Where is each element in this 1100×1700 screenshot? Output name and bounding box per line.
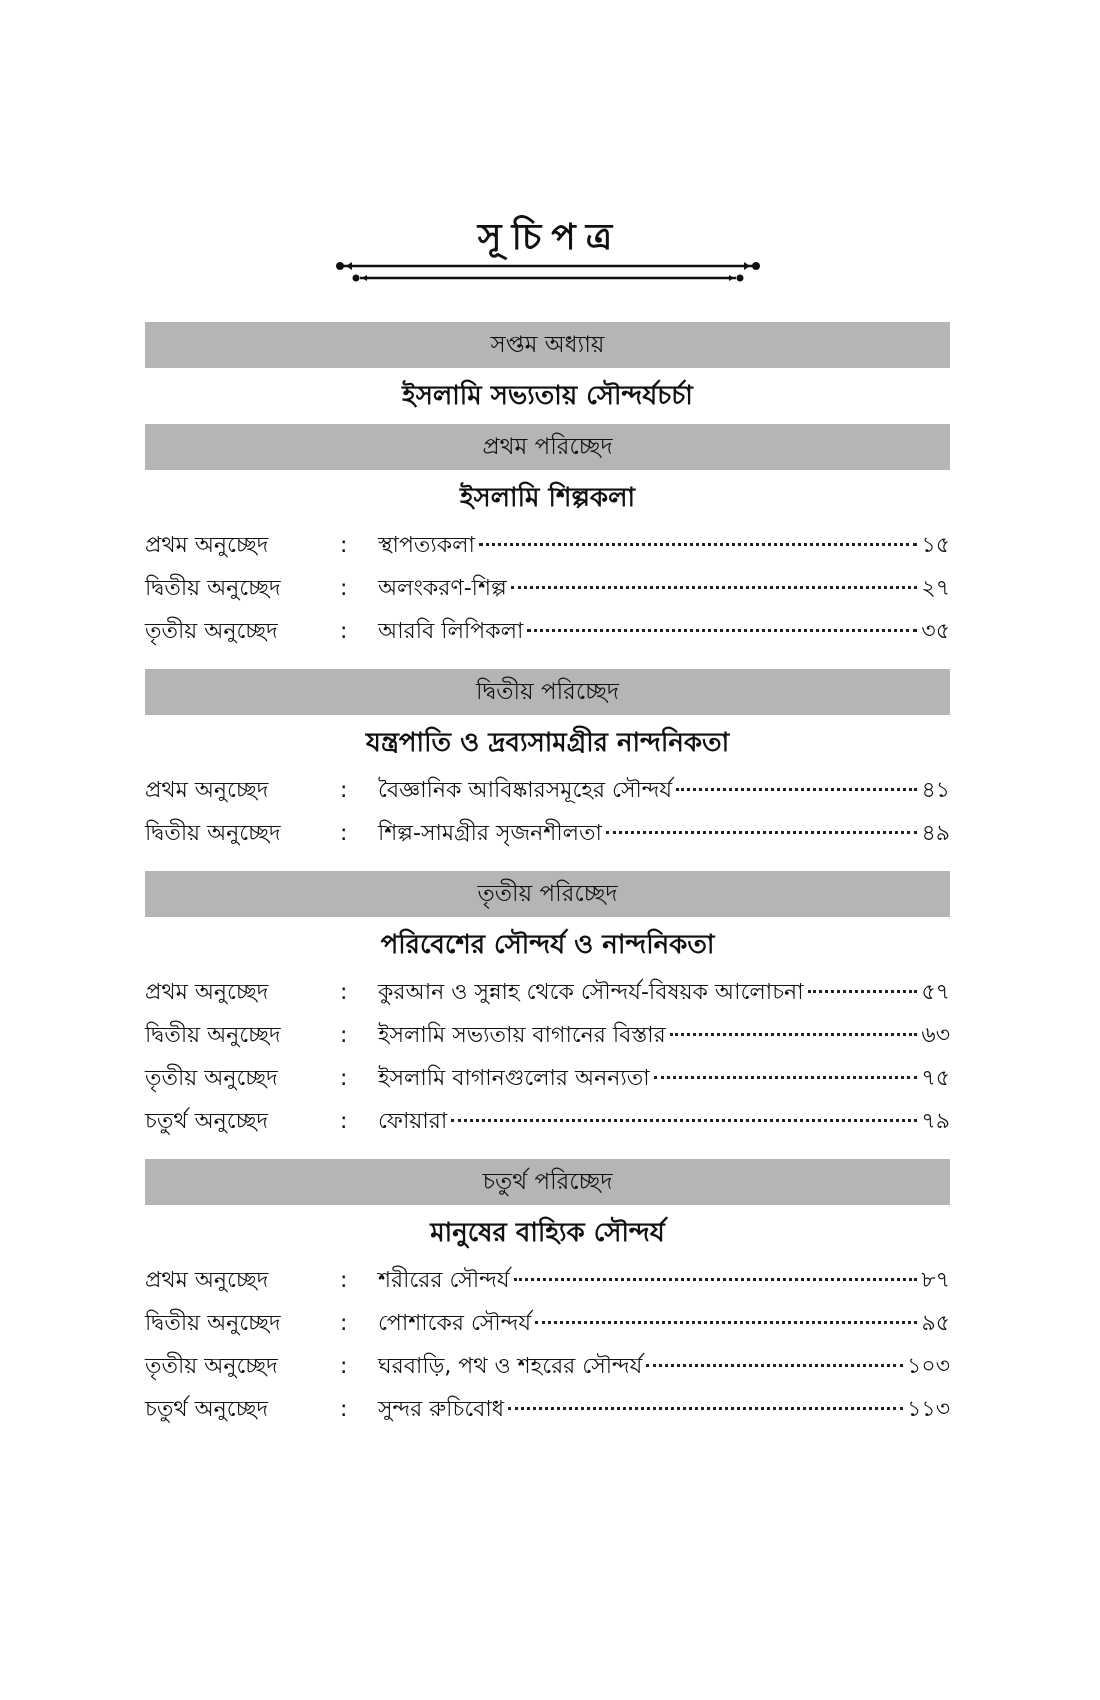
entry-topic: ইসলামি বাগানগুলোর অনন্যতা: [378, 1066, 650, 1091]
entry-label: প্রথম অনুচ্ছেদ: [145, 1268, 269, 1293]
toc-entry[interactable]: [145, 1018, 950, 1061]
entry-page: ৫৭: [921, 980, 950, 1005]
section-heading: মানুষের বাহ্যিক সৌন্দর্য: [430, 1218, 665, 1248]
dot-leader: [527, 629, 917, 632]
dot-leader: [646, 1364, 903, 1367]
section-bar: প্রথম পরিচ্ছেদ: [145, 424, 950, 470]
entry-colon: :: [340, 1109, 348, 1134]
entry-label: দ্বিতীয় অনুচ্ছেদ: [145, 1311, 281, 1336]
section-heading: ইসলামি শিল্পকলা: [459, 483, 636, 513]
dot-leader: [479, 543, 918, 546]
section-heading: যন্ত্রপাতি ও দ্রব্যসামগ্রীর নান্দনিকতা: [365, 728, 730, 758]
entry-label: চতুর্থ অনুচ্ছেদ: [145, 1397, 269, 1422]
entry-page: ৩৫: [921, 619, 950, 644]
entry-label: দ্বিতীয় অনুচ্ছেদ: [145, 821, 281, 846]
entry-topic: ফোয়ারা: [378, 1109, 448, 1134]
entry-colon: :: [340, 778, 348, 803]
dot-leader: [676, 788, 917, 791]
entry-page: ১৫: [921, 533, 950, 558]
toc-entry[interactable]: [145, 1061, 950, 1104]
entry-topic: শরীরের সৌন্দর্য: [378, 1268, 510, 1293]
entry-label: দ্বিতীয় অনুচ্ছেদ: [145, 1023, 281, 1048]
toc-entry[interactable]: [145, 1263, 950, 1306]
entry-topic: অলংকরণ-শিল্প: [378, 576, 507, 601]
entry-colon: :: [340, 1268, 348, 1293]
entry-topic: কুরআন ও সুন্নাহ থেকে সৌন্দর্য-বিষয়ক আলোচনা: [378, 980, 804, 1005]
entry-topic: আরবি লিপিকলা: [378, 619, 524, 644]
entry-topic: শিল্প-সামগ্রীর সৃজনশীলতা: [378, 821, 602, 846]
entry-colon: :: [340, 576, 348, 601]
toc-entry[interactable]: [145, 614, 950, 657]
toc-entry[interactable]: [145, 571, 950, 614]
entry-list: [145, 1263, 950, 1435]
toc-entry[interactable]: [145, 1104, 950, 1147]
dot-leader: [606, 831, 918, 834]
dot-leader: [654, 1076, 918, 1079]
entry-label: প্রথম অনুচ্ছেদ: [145, 778, 269, 803]
toc-content: [145, 322, 950, 1447]
entry-colon: :: [340, 619, 348, 644]
entry-label: তৃতীয় অনুচ্ছেদ: [145, 619, 278, 644]
entry-colon: :: [340, 980, 348, 1005]
toc-entry[interactable]: [145, 1306, 950, 1349]
entry-colon: :: [340, 1066, 348, 1091]
entry-topic: ইসলামি সভ্যতায় বাগানের বিস্তার: [378, 1023, 666, 1048]
entry-page: ৪৯: [921, 821, 950, 846]
entry-topic: বৈজ্ঞানিক আবিষ্কারসমূহের সৌন্দর্য: [378, 778, 673, 803]
entry-colon: :: [340, 1023, 348, 1048]
section-bar: দ্বিতীয় পরিচ্ছেদ: [145, 669, 950, 715]
section-bar: চতুর্থ পরিচ্ছেদ: [145, 1159, 950, 1205]
dot-leader: [514, 1278, 918, 1281]
entry-label: তৃতীয় অনুচ্ছেদ: [145, 1354, 278, 1379]
entry-topic: ঘরবাড়ি, পথ ও শহরের সৌন্দর্য: [378, 1354, 643, 1379]
entry-page: ৭৫: [921, 1066, 950, 1091]
toc-entry[interactable]: [145, 816, 950, 859]
toc-entry[interactable]: [145, 528, 950, 571]
dot-leader: [508, 1407, 903, 1410]
entry-colon: :: [340, 533, 348, 558]
dot-leader: [670, 1033, 918, 1036]
entry-topic: পোশাকের সৌন্দর্য: [378, 1311, 532, 1336]
entry-label: তৃতীয় অনুচ্ছেদ: [145, 1066, 278, 1091]
toc-entry[interactable]: [145, 1349, 950, 1392]
dot-leader: [511, 586, 918, 589]
entry-label: প্রথম অনুচ্ছেদ: [145, 533, 269, 558]
entry-label: দ্বিতীয় অনুচ্ছেদ: [145, 576, 281, 601]
chapter-heading: ইসলামি সভ্যতায় সৌন্দর্যচর্চা: [402, 381, 693, 411]
entry-topic: সুন্দর রুচিবোধ: [378, 1397, 505, 1422]
entry-label: প্রথম অনুচ্ছেদ: [145, 980, 269, 1005]
page-title: সূচিপত্র: [477, 217, 623, 258]
dot-leader: [451, 1119, 917, 1122]
entry-topic: স্থাপত্যকলা: [378, 533, 475, 558]
toc-entry[interactable]: [145, 773, 950, 816]
entry-page: ৬৩: [921, 1023, 950, 1048]
section-heading: পরিবেশের সৌন্দর্য ও নান্দনিকতা: [380, 930, 715, 960]
entry-colon: :: [340, 821, 348, 846]
entry-page: ৯৫: [921, 1311, 950, 1336]
entry-list: [145, 975, 950, 1147]
entry-page: ৭৯: [921, 1109, 950, 1134]
entry-colon: :: [340, 1354, 348, 1379]
toc-entry[interactable]: [145, 1392, 950, 1435]
dot-leader: [808, 990, 918, 993]
entry-page: ২৭: [921, 576, 950, 601]
entry-page: ১১৩: [907, 1397, 950, 1422]
entry-list: [145, 528, 950, 657]
chapter-bar: সপ্তম অধ্যায়: [145, 322, 950, 368]
dot-leader: [535, 1321, 917, 1324]
entry-page: ১০৩: [907, 1354, 950, 1379]
entry-list: [145, 773, 950, 859]
entry-page: ৪১: [921, 778, 950, 803]
entry-colon: :: [340, 1311, 348, 1336]
entry-label: চতুর্থ অনুচ্ছেদ: [145, 1109, 269, 1134]
title-ornament: [332, 258, 764, 288]
entry-page: ৮৭: [921, 1268, 950, 1293]
entry-colon: :: [340, 1397, 348, 1422]
section-bar: তৃতীয় পরিচ্ছেদ: [145, 871, 950, 917]
toc-entry[interactable]: [145, 975, 950, 1018]
